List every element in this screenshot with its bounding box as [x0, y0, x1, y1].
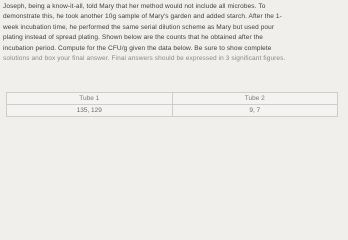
cell-tube-2-counts: 9, 7 — [172, 105, 338, 117]
problem-line-5: incubation period. Compute for the CFU/g given the data below. Be sure to show complete — [3, 44, 272, 52]
column-header-tube-1: Tube 1 — [7, 93, 173, 105]
problem-line-4: plating instead of spread plating. Shown below are the counts that he obtained after the — [3, 34, 263, 42]
problem-statement — [3, 2, 345, 64]
table-row — [7, 105, 338, 117]
table-header-row — [7, 93, 338, 105]
cell-tube-1-counts: 135, 129 — [7, 105, 173, 117]
colony-count-table — [6, 92, 338, 117]
problem-line-2: demonstrate this, he took another 10g sample of Mary's garden and added starch. After the 1- — [3, 13, 282, 21]
column-header-tube-2: Tube 2 — [172, 93, 338, 105]
problem-line-1: Joseph, being a know-it-all, told Mary that her method would not include all microbes. To — [3, 3, 266, 10]
problem-line-6: solutions and box your final answer. Final answers should be expressed in 3 significant figures. — [3, 55, 286, 63]
problem-line-3: week incubation time, he performed the same serial dilution scheme as Mary but used pour — [3, 23, 275, 31]
